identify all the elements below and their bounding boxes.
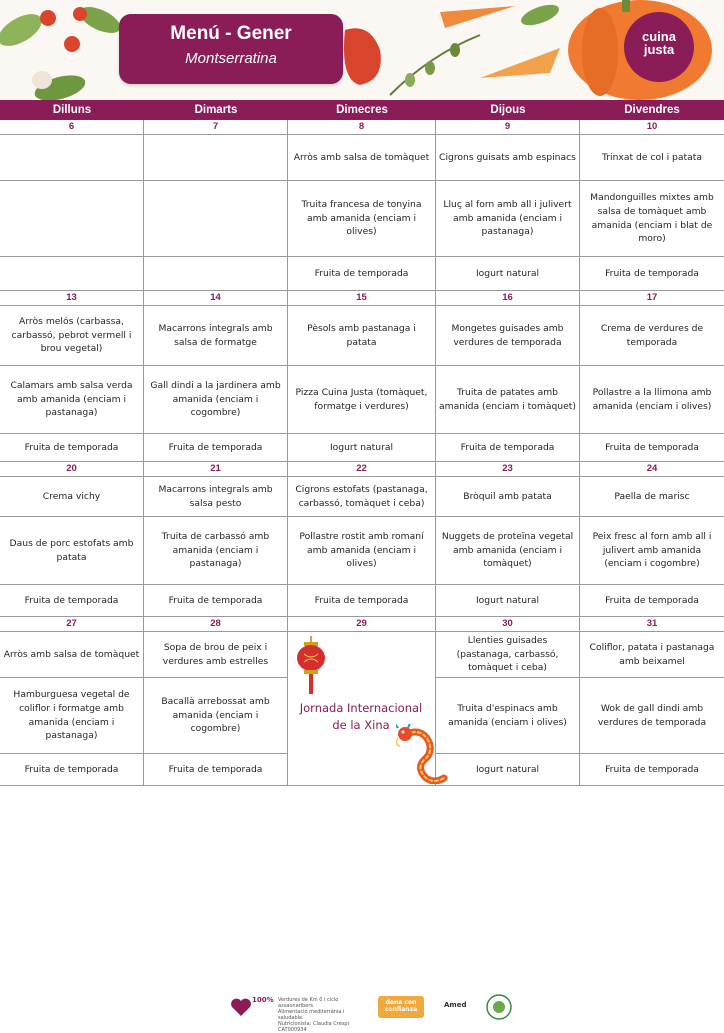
- dessert-cell: Fruita de temporada: [288, 257, 436, 290]
- second-course-cell: [0, 181, 144, 256]
- amed-logo: Amed: [444, 1001, 467, 1009]
- second-course-cell: Calamars amb salsa verda amb amanida (enciam i pastanaga): [0, 366, 144, 433]
- first-course-cell: Pèsols amb pastanaga i patata: [288, 306, 436, 365]
- dessert-cell: Iogurt natural: [288, 434, 436, 461]
- first-course-cell: Macarrons integrals amb salsa de formatge: [144, 306, 288, 365]
- badge-100: 100%: [252, 996, 274, 1004]
- date-cell: 29: [288, 617, 436, 631]
- date-row: [0, 120, 724, 135]
- first-course-cell: Paella de marisc: [614, 490, 690, 502]
- second-course-cell: Pollastre a la llimona amb amanida (enciam i olives): [592, 386, 712, 412]
- header-banner: [0, 0, 724, 100]
- dessert-cell: Fruita de temporada: [144, 434, 288, 461]
- date-cell: 22: [288, 462, 436, 476]
- week-row: [0, 120, 724, 291]
- date-cell: 14: [144, 291, 288, 305]
- date-cell: 24: [646, 463, 658, 475]
- second-course-row: [0, 181, 724, 257]
- second-course-cell: Pizza Cuina Justa (tomàquet, formatge i verdures): [288, 366, 436, 433]
- dessert-cell: Fruita de temporada: [288, 585, 436, 616]
- dessert-cell: Fruita de temporada: [0, 754, 144, 785]
- dessert-row: [0, 434, 724, 462]
- first-course-cell: Trinxat de col i patata: [602, 151, 702, 163]
- dessert-row: [0, 585, 724, 617]
- second-course-cell: Lluç al forn amb all i julivert amb amanida (enciam i pastanaga): [436, 181, 580, 256]
- date-cell: 9: [436, 120, 580, 134]
- week-row: [0, 462, 724, 617]
- date-cell: 15: [288, 291, 436, 305]
- event-cell-china-day: [288, 632, 436, 786]
- first-course-cell: Mongetes guisades amb verdures de temporada: [436, 306, 580, 365]
- footer-note-line3: Nutricionista: Claudia Crespi CAT000934: [278, 1021, 349, 1033]
- date-cell: 20: [0, 462, 144, 476]
- heart-icon: [230, 996, 252, 1018]
- date-row: [0, 462, 724, 477]
- first-course-cell: Llenties guisades (pastanaga, carbassó, tomàquet i ceba): [436, 632, 580, 677]
- first-course-row: [0, 306, 724, 366]
- second-course-cell: Hamburguesa vegetal de coliflor i formatge amb amanida (enciam i pastanaga): [0, 678, 144, 753]
- second-course-cell: [144, 181, 288, 256]
- second-course-cell: Daus de porc estofats amb patata: [0, 517, 144, 584]
- event-title: Jornada Internacional de la Xina: [299, 701, 423, 732]
- second-course-cell: Truita de carbassó amb amanida (enciam i pastanaga): [144, 517, 288, 584]
- first-course-cell: Coliflor, patata i pastanaga amb beixamel: [589, 641, 715, 667]
- dessert-cell: Fruita de temporada: [436, 434, 580, 461]
- date-cell: 6: [0, 120, 144, 134]
- first-course-cell: [0, 135, 144, 180]
- footer-note: [278, 997, 366, 1033]
- date-cell: 28: [144, 617, 288, 631]
- first-course-cell: Arròs amb salsa de tomàquet: [0, 632, 144, 677]
- week-row: [0, 291, 724, 462]
- date-cell: 17: [646, 292, 658, 304]
- first-course-cell: Cigrons guisats amb espinacs: [436, 135, 580, 180]
- second-course-cell: Truita francesa de tonyina amb amanida (enciam i olives): [288, 181, 436, 256]
- dessert-cell: [144, 257, 288, 290]
- weekday-wednesday: Dimecres: [336, 104, 388, 116]
- menu-title-box: [119, 14, 343, 84]
- date-cell: 23: [436, 462, 580, 476]
- date-row: [0, 291, 724, 306]
- date-cell: 13: [0, 291, 144, 305]
- cuina-justa-logo: [624, 12, 694, 82]
- second-course-cell: Nuggets de proteïna vegetal amb amanida (enciam i tomàquet): [436, 517, 580, 584]
- weekday-monday: Dilluns: [52, 104, 92, 116]
- dessert-cell: Fruita de temporada: [144, 585, 288, 616]
- first-course-cell: Crema de verdures de temporada: [600, 322, 704, 348]
- weekday-thursday: Dijous: [490, 104, 526, 116]
- dessert-cell: Fruita de temporada: [144, 754, 288, 785]
- second-course-cell: Gall dindi a la jardinera amb amanida (enciam i cogombre): [144, 366, 288, 433]
- first-course-row: [0, 477, 724, 517]
- first-course-cell: Arròs melós (carbassa, carbassó, pebrot vermell i brou vegetal): [0, 306, 144, 365]
- second-course-cell: Pollastre rostit amb romaní amb amanida (enciam i olives): [288, 517, 436, 584]
- first-course-cell: Macarrons integrals amb salsa pesto: [144, 477, 288, 516]
- first-course-cell: Cigrons estofats (pastanaga, carbassó, tomàquet i ceba): [288, 477, 436, 516]
- first-course-cell: [144, 135, 288, 180]
- dessert-cell: Fruita de temporada: [605, 267, 699, 279]
- ecology-seal-icon: [486, 994, 512, 1020]
- date-cell: 31: [646, 618, 658, 630]
- second-course-row: [0, 366, 724, 434]
- dessert-cell: Iogurt natural: [436, 585, 580, 616]
- first-course-row: [0, 135, 724, 181]
- footer-note-line2: Alimentació mediterrània i saludable.: [278, 1009, 345, 1021]
- dragon-icon: [396, 724, 458, 784]
- date-cell: 16: [436, 291, 580, 305]
- second-course-cell: Truita d'espinacs amb amanida (enciam i olives): [436, 678, 580, 753]
- second-course-cell: Wok de gall dindi amb verdures de temporada: [597, 702, 707, 728]
- date-cell: 8: [288, 120, 436, 134]
- vegetable-illustration: [0, 0, 724, 100]
- first-course-cell: Bròquil amb patata: [436, 477, 580, 516]
- second-course-cell: Peix fresc al forn amb all i julivert amb amanida (enciam i cogombre): [592, 530, 712, 570]
- dessert-cell: Iogurt natural: [436, 257, 580, 290]
- weekday-friday: Divendres: [624, 104, 680, 116]
- dessert-cell: Fruita de temporada: [605, 763, 699, 775]
- second-course-cell: Mandonguilles mixtes amb salsa de tomàquet amb amanida (enciam i blat de moro): [590, 191, 714, 245]
- first-course-cell: Crema vichy: [0, 477, 144, 516]
- date-cell: 27: [0, 617, 144, 631]
- menu-title: Menú - Gener: [170, 23, 292, 44]
- date-cell: 30: [436, 617, 580, 631]
- date-cell: 7: [144, 120, 288, 134]
- dessert-cell: Fruita de temporada: [605, 594, 699, 606]
- first-course-cell: Arròs amb salsa de tomàquet: [288, 135, 436, 180]
- first-course-cell: Sopa de brou de peix i verdures amb estrelles: [144, 632, 288, 677]
- dessert-cell: Fruita de temporada: [605, 441, 699, 453]
- school-name: Montserratina: [185, 50, 277, 67]
- date-row: [0, 617, 724, 632]
- certification-logo: dona con confianza: [378, 996, 424, 1018]
- second-course-row: [0, 517, 724, 585]
- date-cell: 10: [646, 121, 658, 133]
- footer-logos: [230, 994, 520, 1033]
- dessert-cell: Iogurt natural: [436, 754, 580, 785]
- second-course-cell: Bacallà arrebossat amb amanida (enciam i cogombre): [144, 678, 288, 753]
- weekday-header-row: [0, 100, 724, 120]
- dessert-cell: [0, 257, 144, 290]
- dessert-cell: Fruita de temporada: [0, 434, 144, 461]
- dessert-row: [0, 257, 724, 291]
- second-course-cell: Truita de patates amb amanida (enciam i tomàquet): [436, 366, 580, 433]
- logo-text-cuina: cuina: [642, 29, 676, 44]
- menu-grid: [0, 120, 724, 786]
- date-cell: 21: [144, 462, 288, 476]
- footer-note-line1: Verdures de Km 0 i ciclo assaonaribers.: [278, 997, 339, 1009]
- week-row: [0, 617, 724, 786]
- logo-text-justa: justa: [643, 42, 675, 57]
- chinese-lantern-icon: [296, 636, 326, 696]
- dessert-cell: Fruita de temporada: [0, 585, 144, 616]
- weekday-tuesday: Dimarts: [194, 104, 238, 116]
